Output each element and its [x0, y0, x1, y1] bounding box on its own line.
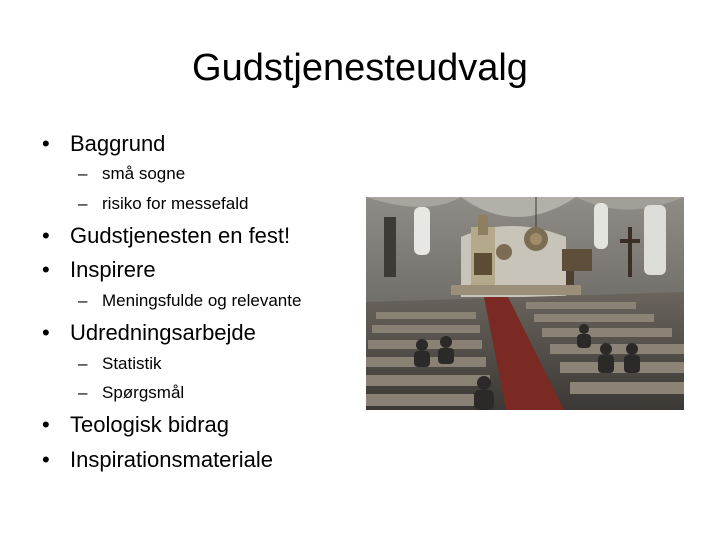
dash-marker: –	[78, 354, 88, 373]
sub-bullet-text: Meningsfulde og relevante	[102, 291, 302, 310]
bullet-text: Udredningsarbejde	[70, 320, 256, 345]
dash-marker: –	[78, 194, 88, 213]
bullet-marker: •	[42, 131, 50, 156]
sub-bullet-item	[78, 353, 162, 375]
church-photo-illustration	[366, 197, 684, 410]
bullet-marker: •	[42, 223, 50, 248]
bullet-item	[42, 256, 156, 284]
bullet-marker: •	[42, 412, 50, 437]
sub-bullet-item	[78, 163, 185, 185]
bullet-item	[42, 222, 290, 250]
church-interior-photo	[366, 197, 684, 410]
dash-marker: –	[78, 164, 88, 183]
dash-marker: –	[78, 291, 88, 310]
slide-title: Gudstjenesteudvalg	[192, 47, 528, 89]
dash-marker: –	[78, 383, 88, 402]
bullet-text: Teologisk bidrag	[70, 412, 229, 437]
bullet-text: Baggrund	[70, 131, 166, 156]
sub-bullet-item	[78, 382, 184, 404]
sub-bullet-item	[78, 290, 301, 312]
bullet-marker: •	[42, 257, 50, 282]
sub-bullet-item	[78, 193, 248, 215]
sub-bullet-text: Statistik	[102, 354, 162, 373]
bullet-item	[42, 446, 273, 474]
bullet-text: Inspirationsmateriale	[70, 447, 273, 472]
bullet-item	[42, 319, 256, 347]
sub-bullet-text: små sogne	[102, 164, 186, 183]
bullet-item	[42, 411, 229, 439]
sub-bullet-text: Spørgsmål	[102, 383, 185, 402]
bullet-marker: •	[42, 447, 50, 472]
bullet-marker: •	[42, 320, 50, 345]
bullet-item	[42, 130, 165, 158]
sub-bullet-text: risiko for messefald	[102, 194, 249, 213]
bullet-text: Gudstjenesten en fest!	[70, 223, 291, 248]
bullet-text: Inspirere	[70, 257, 156, 282]
